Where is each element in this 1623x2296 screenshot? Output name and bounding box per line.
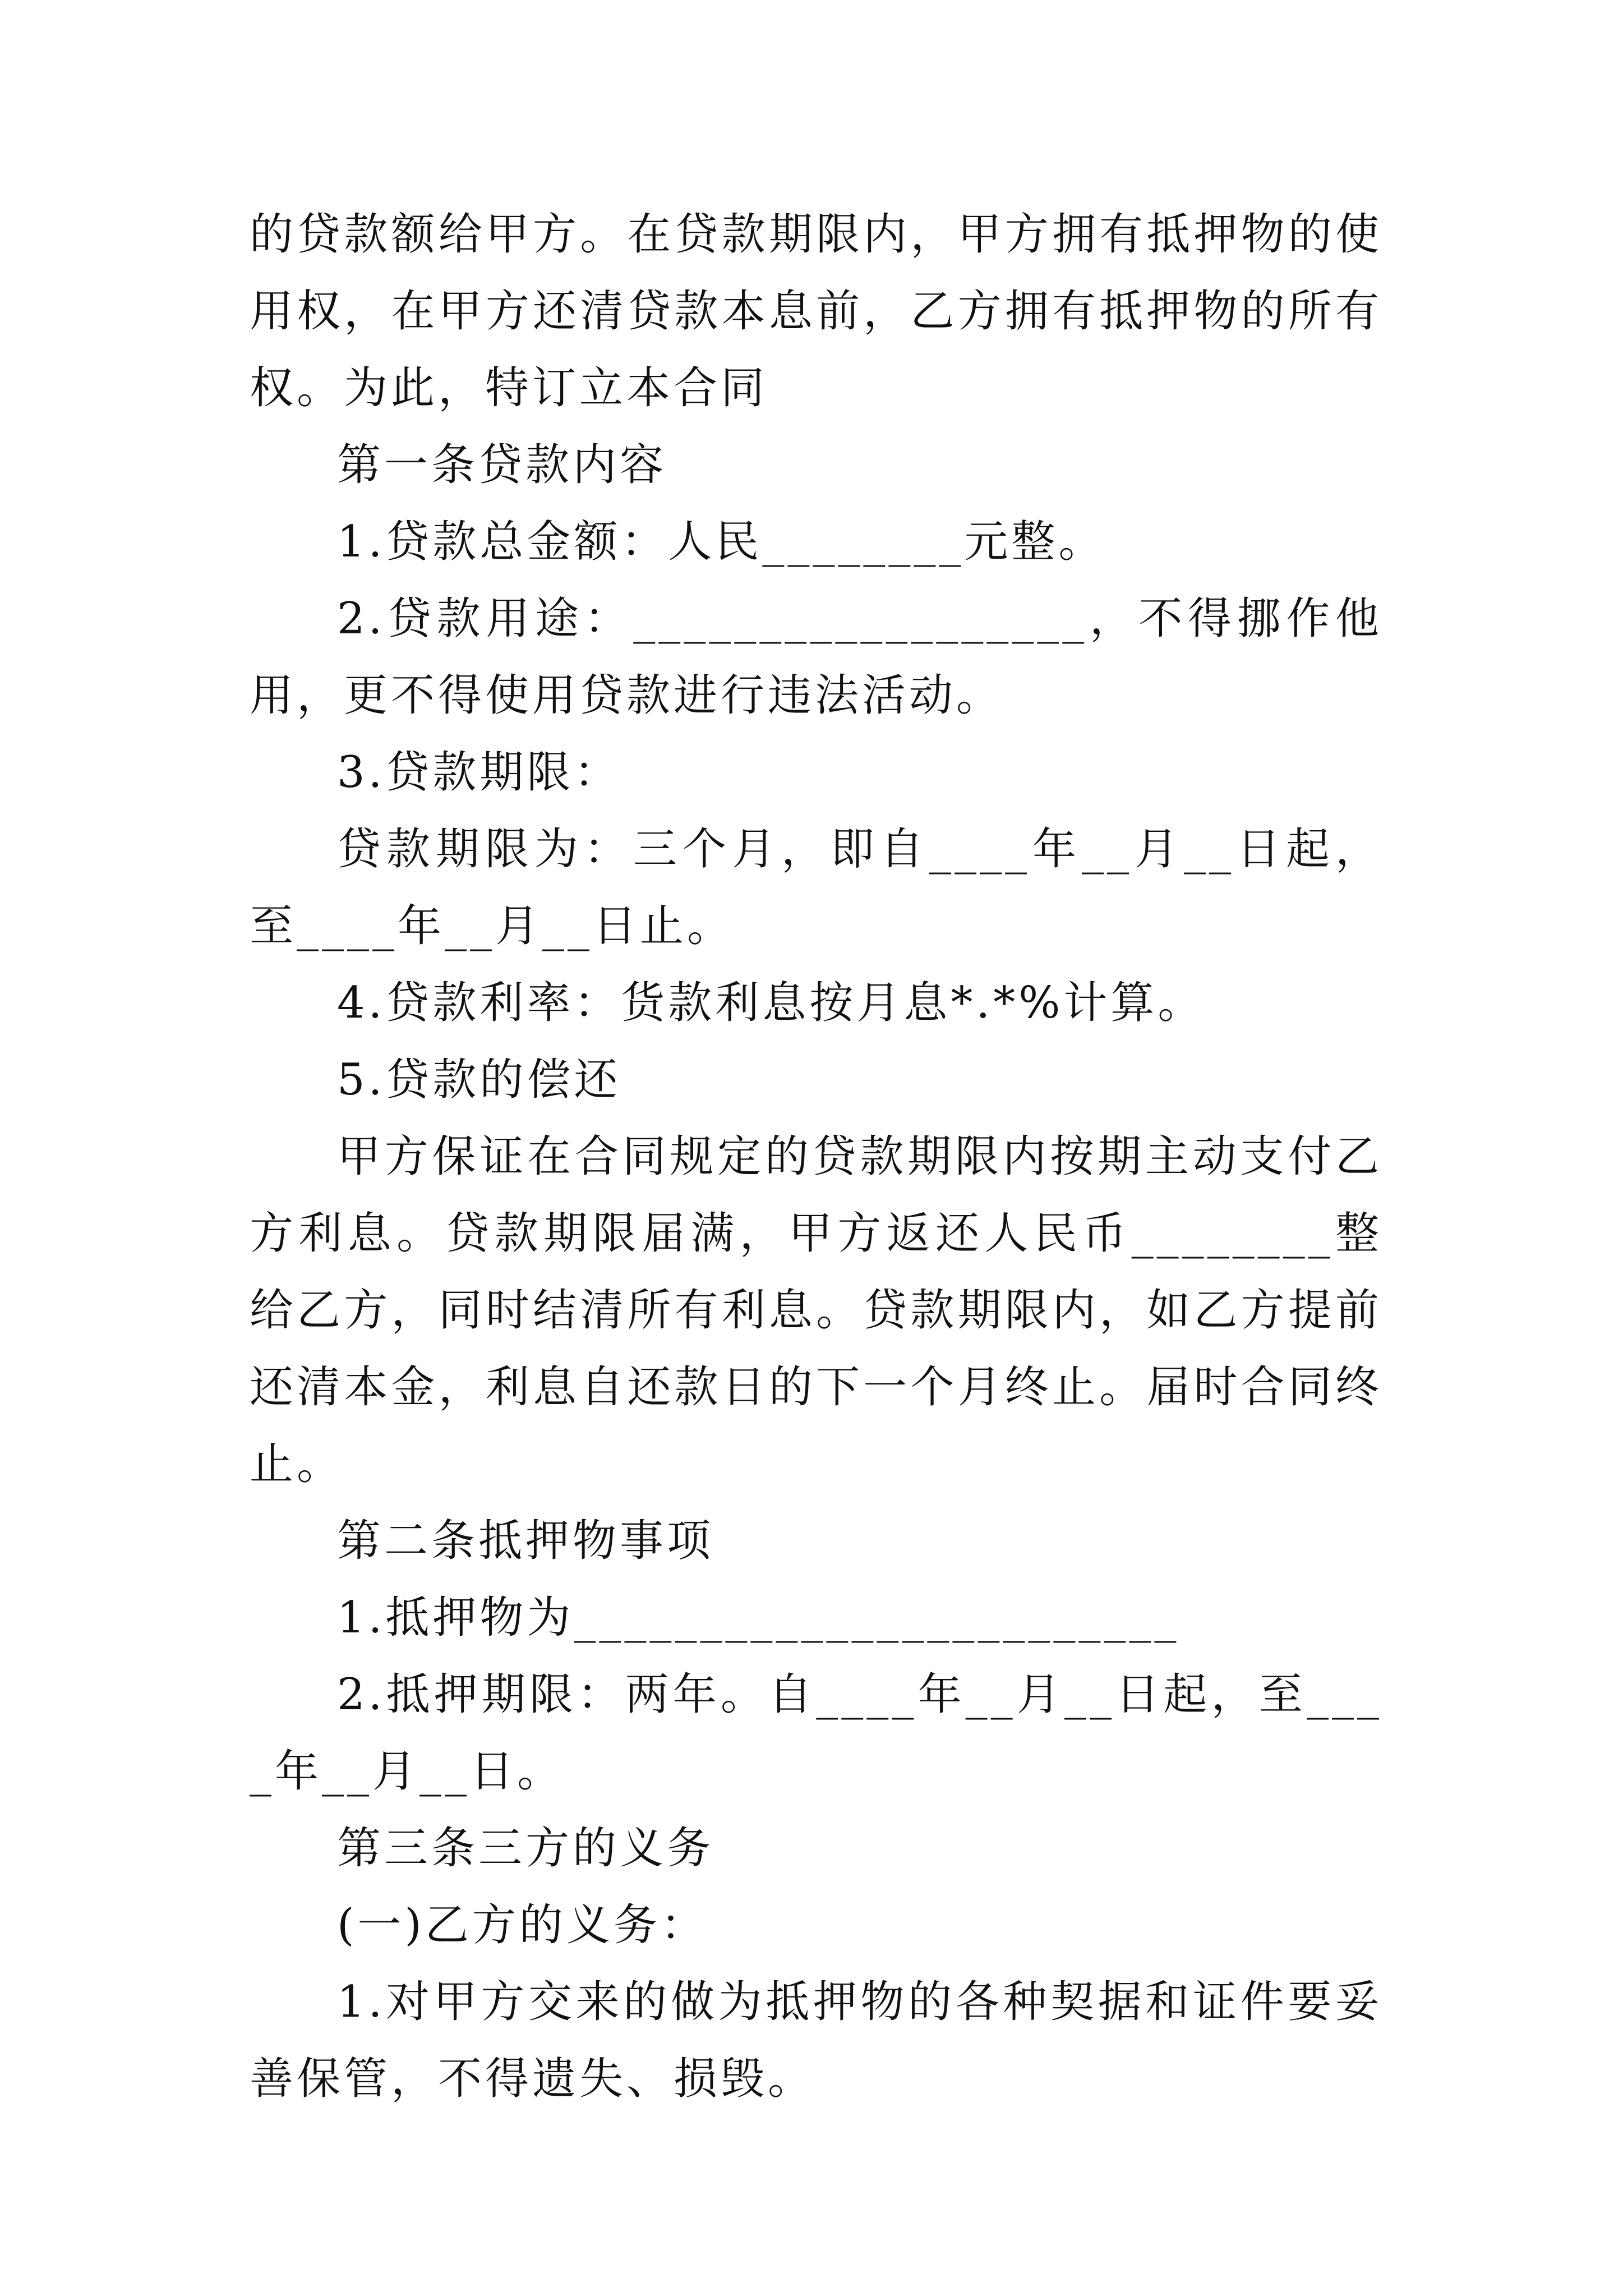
clause-loan-repayment: 5.贷款的偿还 (337, 1055, 621, 1105)
clause-loan-purpose: 2.贷款用途：__________________，不得挪作他用，更不得使用贷款进行违法活动。 (250, 593, 1382, 721)
heading-article-3: 第三条三方的义务 (337, 1823, 714, 1874)
heading-article-2: 第二条抵押物事项 (337, 1516, 714, 1566)
clause-collateral: 1.抵押物为________________________ (337, 1593, 1180, 1643)
clause-loan-amount: 1.贷款总金额：人民________元整。 (337, 517, 1106, 567)
paragraph-intro: 的贷款额给甲方。在贷款期限内，甲方拥有抵押物的使用权，在甲方还清贷款本息前，乙方拥有抵押物的所有权。为此，特订立本合同 (250, 209, 1382, 413)
document-body (250, 196, 1382, 2118)
subheading-party-b-duties: (一)乙方的义务： (337, 1900, 708, 1950)
heading-article-1: 第一条贷款内容 (337, 440, 667, 490)
clause-loan-term: 3.贷款期限： (337, 747, 621, 798)
clause-repayment-detail: 甲方保证在合同规定的贷款期限内按期主动支付乙方利息。贷款期限届满，甲方返还人民币________整给乙方，同时结清所有利息。贷款期限内，如乙方提前还清本金，利息自还款日的下一个月终止。届时合同终止。 (250, 1131, 1382, 1489)
clause-collateral-term: 2.抵押期限：两年。自____年__月__日起，至____年__月__日。 (250, 1669, 1382, 1797)
clause-loan-term-detail: 贷款期限为：三个月，即自____年__月__日起，至____年__月__日止。 (250, 824, 1382, 951)
clause-loan-rate: 4.贷款利率：货款利息按月息*.*%计算。 (337, 978, 1205, 1028)
clause-party-b-duty-1: 1.对甲方交来的做为抵押物的各种契据和证件要妥善保管，不得遗失、损毁。 (250, 1977, 1382, 2104)
